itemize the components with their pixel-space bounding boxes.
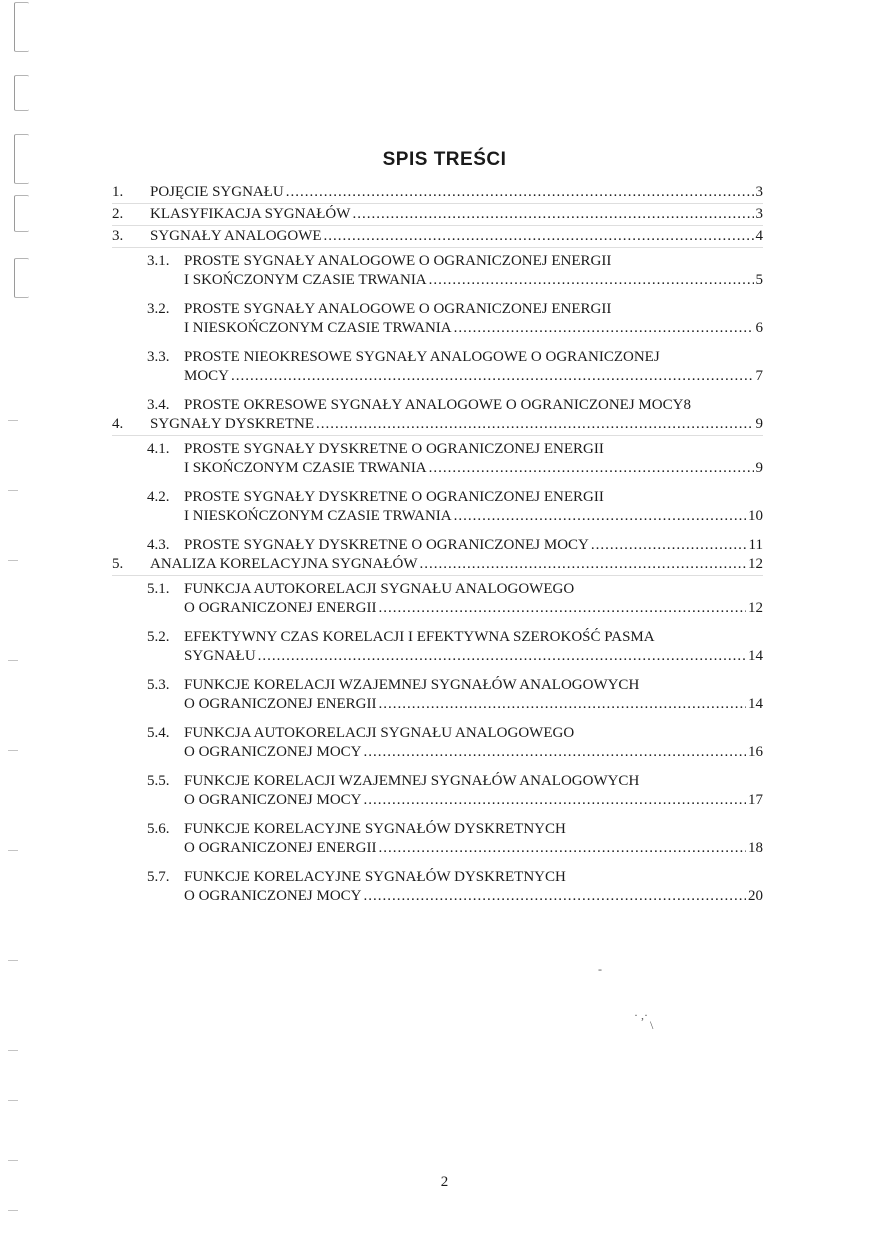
toc-title: I NIESKOŃCZONYM CZASIE TRWANIA bbox=[184, 508, 452, 524]
toc-page-number: 5 bbox=[755, 272, 763, 288]
toc-title: PROSTE SYGNAŁY ANALOGOWE O OGRANICZONEJ ENERGII bbox=[184, 301, 612, 317]
toc-page-number: 7 bbox=[755, 368, 763, 384]
dot-leader bbox=[231, 367, 753, 386]
toc-page-number: 9 bbox=[755, 416, 763, 432]
toc-title: SYGNAŁU bbox=[184, 648, 256, 664]
toc-chapter[interactable] bbox=[112, 555, 763, 576]
toc-section[interactable] bbox=[147, 437, 763, 478]
toc-row bbox=[112, 205, 763, 227]
toc-page-number: 14 bbox=[748, 648, 763, 664]
toc-title: O OGRANICZONEJ ENERGII bbox=[184, 840, 377, 856]
toc-section[interactable] bbox=[147, 297, 763, 338]
toc-row bbox=[112, 673, 763, 721]
dot-leader bbox=[420, 555, 747, 574]
toc-number: 5.4. bbox=[147, 725, 170, 741]
toc-row bbox=[112, 625, 763, 673]
toc-row bbox=[112, 393, 763, 415]
toc-section[interactable] bbox=[147, 533, 763, 555]
table-of-contents bbox=[112, 183, 763, 913]
toc-page-number: 18 bbox=[748, 840, 763, 856]
toc-title: O OGRANICZONEJ ENERGII bbox=[184, 600, 377, 616]
toc-chapter[interactable] bbox=[112, 205, 763, 226]
toc-number: 4. bbox=[112, 416, 124, 432]
toc-page-number: 12 bbox=[748, 600, 763, 616]
toc-title: FUNKCJE KORELACJI WZAJEMNEJ SYGNAŁÓW ANALOGOWYCH bbox=[184, 677, 640, 693]
toc-number: 4.1. bbox=[147, 441, 170, 457]
toc-title: I SKOŃCZONYM CZASIE TRWANIA bbox=[184, 272, 427, 288]
toc-page-number: 10 bbox=[748, 508, 763, 524]
toc-row bbox=[112, 533, 763, 555]
toc-title: SYGNAŁY ANALOGOWE bbox=[150, 228, 322, 244]
toc-page-number: 6 bbox=[755, 320, 763, 336]
toc-number: 5. bbox=[112, 556, 124, 572]
toc-row bbox=[112, 249, 763, 297]
binding-holes-decoration bbox=[6, 0, 40, 1256]
dot-leader bbox=[258, 647, 746, 666]
toc-page-number: 16 bbox=[748, 744, 763, 760]
toc-section[interactable] bbox=[147, 769, 763, 810]
dot-leader bbox=[364, 791, 746, 810]
toc-title: PROSTE SYGNAŁY DYSKRETNE O OGRANICZONEJ ENERGII bbox=[184, 489, 604, 505]
dot-leader bbox=[316, 415, 753, 434]
toc-title: KLASYFIKACJA SYGNAŁÓW bbox=[150, 206, 351, 222]
toc-row bbox=[112, 817, 763, 865]
toc-number: 5.6. bbox=[147, 821, 170, 837]
dot-leader bbox=[378, 839, 746, 858]
toc-row bbox=[112, 183, 763, 205]
toc-title: O OGRANICZONEJ MOCY bbox=[184, 888, 362, 904]
toc-section[interactable] bbox=[147, 625, 763, 666]
toc-page-number: 3 bbox=[755, 206, 763, 222]
toc-title: MOCY bbox=[184, 368, 230, 384]
toc-number: 2. bbox=[112, 206, 124, 222]
toc-title: FUNKCJA AUTOKORELACJI SYGNAŁU ANALOGOWEGO bbox=[184, 725, 575, 741]
toc-number: 5.3. bbox=[147, 677, 170, 693]
toc-section[interactable] bbox=[147, 345, 763, 386]
scan-speck: · ,· bbox=[634, 1008, 648, 1022]
toc-number: 5.7. bbox=[147, 869, 170, 885]
toc-number: 5.2. bbox=[147, 629, 170, 645]
toc-row bbox=[112, 555, 763, 577]
dot-leader bbox=[454, 507, 746, 526]
toc-number: 4.2. bbox=[147, 489, 170, 505]
toc-title: O OGRANICZONEJ MOCY bbox=[184, 744, 362, 760]
toc-page-number: 20 bbox=[748, 888, 763, 904]
toc-row bbox=[112, 485, 763, 533]
dot-leader bbox=[378, 599, 746, 618]
toc-title: FUNKCJE KORELACYJNE SYGNAŁÓW DYSKRETNYCH bbox=[184, 869, 566, 885]
toc-chapter[interactable] bbox=[112, 227, 763, 248]
toc-row bbox=[112, 769, 763, 817]
toc-page-number: 11 bbox=[748, 537, 763, 553]
toc-title: SYGNAŁY DYSKRETNE bbox=[150, 416, 315, 432]
page-number: 2 bbox=[440, 1174, 449, 1190]
dot-leader bbox=[286, 183, 754, 202]
toc-title: PROSTE SYGNAŁY ANALOGOWE O OGRANICZONEJ ENERGII bbox=[184, 253, 612, 269]
toc-section[interactable] bbox=[147, 249, 763, 290]
toc-page-number: 4 bbox=[755, 228, 763, 244]
toc-title: PROSTE SYGNAŁY DYSKRETNE O OGRANICZONEJ ENERGII bbox=[184, 441, 604, 457]
toc-page-number: 12 bbox=[748, 556, 763, 572]
toc-row bbox=[112, 437, 763, 485]
toc-row bbox=[112, 227, 763, 249]
toc-number: 3.1. bbox=[147, 253, 170, 269]
toc-number: 4.3. bbox=[147, 537, 170, 553]
toc-number: 1. bbox=[112, 184, 124, 200]
dot-leader bbox=[454, 319, 754, 338]
toc-title: I NIESKOŃCZONYM CZASIE TRWANIA bbox=[184, 320, 452, 336]
toc-title: O OGRANICZONEJ MOCY bbox=[184, 792, 362, 808]
toc-chapter[interactable] bbox=[112, 415, 763, 436]
toc-title: POJĘCIE SYGNAŁU bbox=[150, 184, 284, 200]
dot-leader bbox=[324, 227, 754, 246]
dot-leader bbox=[352, 205, 753, 224]
toc-number: 3. bbox=[112, 228, 124, 244]
toc-title: PROSTE OKRESOWE SYGNAŁY ANALOGOWE O OGRANICZONEJ MOCY8 bbox=[184, 397, 691, 413]
toc-row bbox=[112, 345, 763, 393]
toc-section[interactable] bbox=[147, 817, 763, 858]
scan-speck: - bbox=[598, 962, 602, 976]
toc-section[interactable] bbox=[147, 673, 763, 714]
toc-page-number: 14 bbox=[748, 696, 763, 712]
toc-page-number: 17 bbox=[748, 792, 763, 808]
toc-title: PROSTE NIEOKRESOWE SYGNAŁY ANALOGOWE O OGRANICZONEJ bbox=[184, 349, 660, 365]
toc-number: 3.3. bbox=[147, 349, 170, 365]
toc-section[interactable] bbox=[147, 393, 763, 415]
toc-chapter[interactable] bbox=[112, 183, 763, 204]
toc-number: 3.2. bbox=[147, 301, 170, 317]
toc-title: FUNKCJA AUTOKORELACJI SYGNAŁU ANALOGOWEGO bbox=[184, 581, 575, 597]
toc-row bbox=[112, 297, 763, 345]
toc-title: ANALIZA KORELACYJNA SYGNAŁÓW bbox=[150, 556, 418, 572]
toc-title: PROSTE SYGNAŁY DYSKRETNE O OGRANICZONEJ MOCY bbox=[184, 537, 589, 553]
dot-leader bbox=[378, 695, 746, 714]
toc-title: FUNKCJE KORELACJI WZAJEMNEJ SYGNAŁÓW ANALOGOWYCH bbox=[184, 773, 640, 789]
toc-row bbox=[112, 415, 763, 437]
page-title: SPIS TREŚCI bbox=[382, 149, 507, 170]
toc-number: 5.1. bbox=[147, 581, 170, 597]
dot-leader bbox=[364, 887, 746, 906]
toc-title: O OGRANICZONEJ ENERGII bbox=[184, 696, 377, 712]
toc-section[interactable] bbox=[147, 577, 763, 618]
toc-section[interactable] bbox=[147, 721, 763, 762]
toc-row bbox=[112, 721, 763, 769]
toc-number: 3.4. bbox=[147, 397, 170, 413]
dot-leader bbox=[591, 536, 747, 555]
toc-page-number: 9 bbox=[755, 460, 763, 476]
dot-leader bbox=[429, 271, 754, 290]
toc-section[interactable] bbox=[147, 485, 763, 526]
toc-title: I SKOŃCZONYM CZASIE TRWANIA bbox=[184, 460, 427, 476]
toc-number: 5.5. bbox=[147, 773, 170, 789]
dot-leader bbox=[364, 743, 746, 762]
toc-row bbox=[112, 865, 763, 913]
toc-section[interactable] bbox=[147, 865, 763, 906]
toc-title: FUNKCJE KORELACYJNE SYGNAŁÓW DYSKRETNYCH bbox=[184, 821, 566, 837]
scan-speck: \ bbox=[650, 1018, 654, 1032]
dot-leader bbox=[429, 459, 754, 478]
toc-title: EFEKTYWNY CZAS KORELACJI I EFEKTYWNA SZEROKOŚĆ PASMA bbox=[184, 629, 655, 645]
toc-row bbox=[112, 577, 763, 625]
toc-page-number: 3 bbox=[755, 184, 763, 200]
